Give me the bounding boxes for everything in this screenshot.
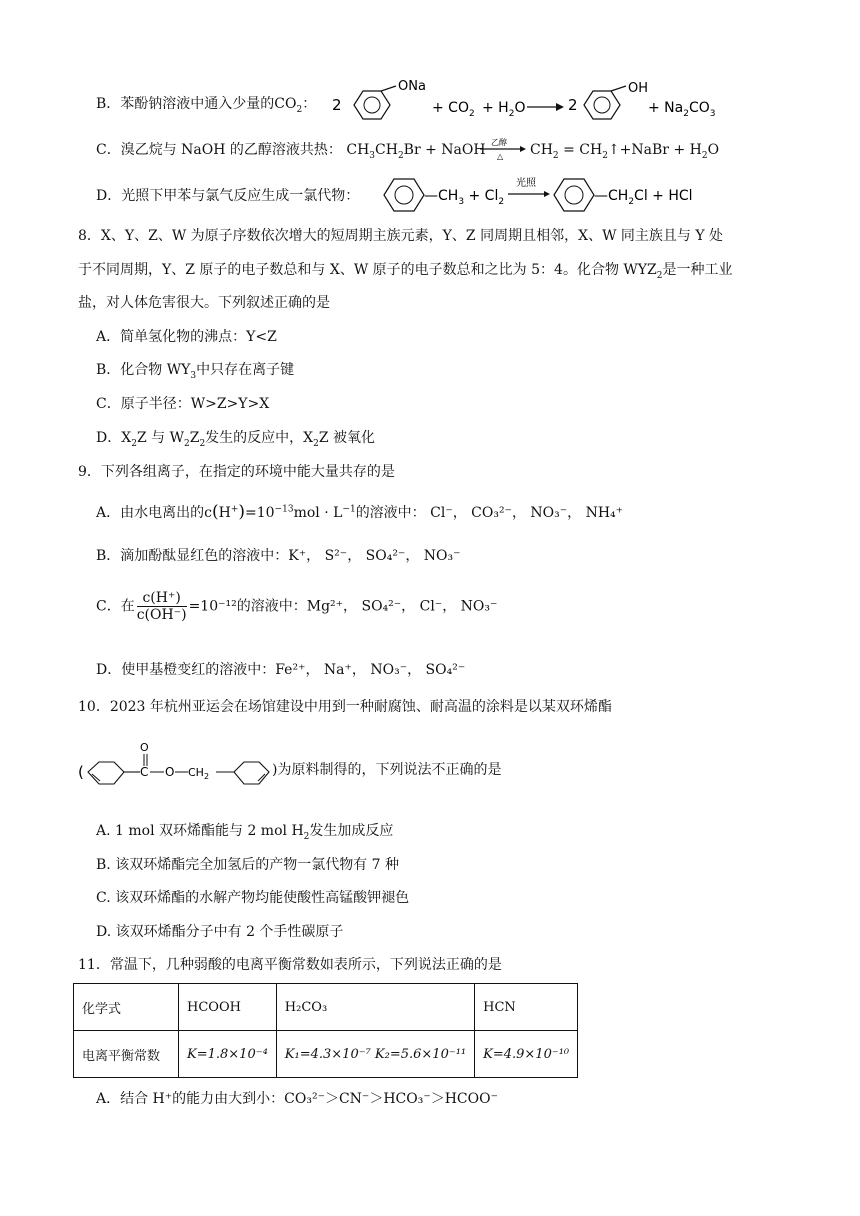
- q10-stem-line1: 10．2023 年杭州亚运会在场馆建设中用到一种耐腐蚀、耐高温的涂料是以某双环烯酯: [78, 699, 612, 715]
- svg-text:(: (: [78, 763, 84, 781]
- methyl-group: $—CH_3 + Cl_2$: [424, 188, 505, 207]
- chloromethyl-group: $—CH_2Cl$ + HCl: [594, 188, 693, 207]
- carbonyl-oxygen: O: [140, 741, 149, 754]
- q10-stem-line2: )为原料制得的，下列说法不正确的是: [272, 762, 502, 778]
- ona-group: ONa: [398, 80, 426, 94]
- toluene-chlorination-equation: [378, 172, 738, 218]
- benzene-ring-icon: [554, 179, 594, 211]
- benzene-ring-icon: [354, 91, 390, 119]
- q9-option-a: A．由水电离出的$c(H^+)=10^{-13}mol \cdot L^{-1}$的溶液中： Cl⁻， CO₃²⁻， NO₃⁻， NH₄⁺: [96, 502, 624, 522]
- q8-stem-line1: 8．X、Y、Z、W 为原子序数依次增大的短周期主族元素，Y、Z 同周期且相邻，X、W 同主族且与 Y 处: [78, 228, 724, 244]
- q8-option-a: A．简单氢化物的沸点：Y<Z: [96, 329, 277, 345]
- q10-option-b: B. 该双环烯酯完全加氢后的产物一氯代物有 7 种: [96, 857, 399, 873]
- benzene-ring-icon: [384, 179, 424, 211]
- benzene-ring-icon: [584, 91, 620, 119]
- table-cell: K₁=4.3×10⁻⁷ K₂=5.6×10⁻¹¹: [276, 1031, 474, 1078]
- q8-option-c: C．原子半径：W>Z>Y>X: [96, 396, 270, 412]
- q9-option-d: D．使甲基橙变红的溶液中：Fe²⁺， Na⁺， NO₃⁻， SO₄²⁻: [96, 662, 466, 678]
- phenol-sodium-reaction-equation: [330, 80, 730, 126]
- arrow-head: [556, 103, 564, 111]
- table-cell: HCOOH: [179, 984, 277, 1031]
- q9-d-ions: Fe²⁺， Na⁺， NO₃⁻， SO₄²⁻: [275, 662, 466, 678]
- plus-co2: + $CO_2$: [432, 100, 475, 119]
- ester-oxygen: O: [165, 765, 175, 779]
- hydrogen-ratio-fraction: $\frac{c(H^+)}{c(OH^-)}$: [136, 590, 187, 623]
- q7-option-b: B．苯酚钠溶液中通入少量的$CO_2$：: [96, 96, 317, 115]
- oh-group: OH: [628, 81, 649, 96]
- coefficient-2: 2: [568, 96, 578, 114]
- plus-h2o: + $H_2O$: [482, 100, 526, 119]
- q10-option-d: D. 该双环烯酯分子中有 2 个手性碳原子: [96, 924, 344, 940]
- table-row: [74, 1031, 578, 1078]
- table-cell: 化学式: [74, 984, 179, 1031]
- q8-option-b: B．化合物 $WY_3$中只存在离子键: [96, 362, 295, 381]
- condition-heat: △: [497, 152, 504, 161]
- q7-option-c-products: $CH_2$ = $CH_2↑+NaBr + H_2O$: [530, 142, 720, 161]
- bicyclic-enester-structure: [78, 735, 278, 797]
- table-cell: K=1.8×10⁻⁴: [179, 1031, 277, 1078]
- q8-option-d: D．$X_2Z$ 与 $W_2Z_2$发生的反应中，$X_2Z$ 被氧化: [96, 430, 376, 449]
- q11-option-a: A．结合 H⁺的能力由大到小：CO₃²⁻＞CN⁻＞HCO₃⁻＞HCOO⁻: [96, 1091, 498, 1107]
- q11-stem: 11．常温下，几种弱酸的电离平衡常数如表所示，下列说法正确的是: [78, 957, 502, 973]
- carbonyl-carbon: C: [140, 765, 149, 779]
- q7-option-c: C．溴乙烷与 NaOH 的乙醇溶液共热： $CH_3CH_2Br$ + NaOH: [96, 142, 486, 161]
- cyclohexene-ring-icon: [234, 762, 269, 784]
- table-cell: H₂CO₃: [276, 984, 474, 1031]
- coefficient: 2: [332, 96, 342, 114]
- condition-light: 光照: [516, 178, 536, 189]
- q7-option-d: D．光照下甲苯与氯气反应生成一氯代物：: [96, 188, 360, 204]
- table-row: [74, 984, 578, 1031]
- q9-c-ions: Mg²⁺， SO₄²⁻， Cl⁻， NO₃⁻: [306, 598, 498, 615]
- reaction-condition-arrow: [478, 136, 528, 162]
- q9-option-b: B．滴加酚酞显红色的溶液中：K⁺， S²⁻， SO₄²⁻， NO₃⁻: [96, 548, 461, 564]
- table-cell: HCN: [475, 984, 578, 1031]
- q9-stem: 9．下列各组离子，在指定的环境中能大量共存的是: [78, 464, 395, 480]
- condition-ethanol: 乙醇: [491, 138, 507, 147]
- q8-stem-line3: 盐，对人体危害很大。下列叙述正确的是: [78, 295, 330, 311]
- q9-option-c: C．在 $\frac{c(H^+)}{c(OH^-)}$ =10⁻¹²的溶液中：Mg²⁺， SO₄²⁻， Cl⁻， NO₃⁻: [96, 590, 498, 623]
- plus-na2co3: + $Na_2CO_3$: [648, 100, 716, 119]
- bromoethane-equation: $CH_3CH_2Br$ + NaOH: [346, 142, 486, 161]
- table-cell: K=4.9×10⁻¹⁰: [475, 1031, 578, 1078]
- q10-option-c: C. 该双环烯酯的水解产物均能使酸性高锰酸钾褪色: [96, 890, 410, 906]
- table-cell: 电离平衡常数: [74, 1031, 179, 1078]
- cyclohexene-ring-icon: [88, 762, 124, 784]
- methylene-group: $CH_2$: [188, 766, 210, 781]
- ionization-constants-table: [73, 983, 578, 1078]
- q9-a-ions: Cl⁻， CO₃²⁻， NO₃⁻， NH₄⁺: [430, 505, 624, 521]
- q10-option-a: A. 1 mol 双环烯酯能与 2 mol $H_2$发生加成反应: [96, 823, 394, 842]
- q9-b-ions: K⁺， S²⁻， SO₄²⁻， NO₃⁻: [288, 548, 461, 564]
- q8-stem-line2: 于不同周期，Y、Z 原子的电子数总和与 X、W 原子的电子数总和之比为 5：4。化合物 $WYZ_2$是一种工业: [78, 262, 733, 281]
